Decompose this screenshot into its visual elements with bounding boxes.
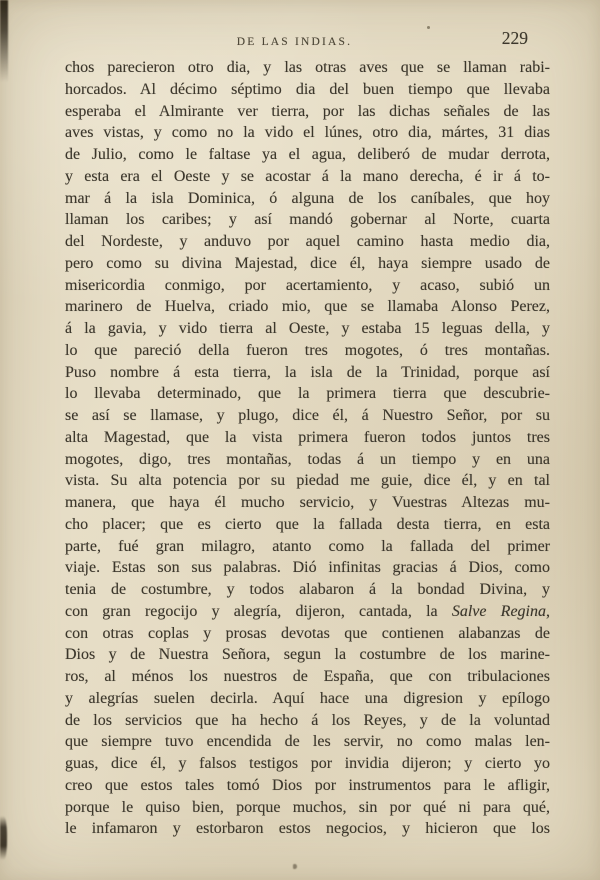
text-line: esperaba el Almirante ver tierra, por las dichas señales de las	[65, 102, 550, 120]
text-line: guas, dice él, y falsos testigos por invidia dijeron; y cierto yo	[65, 755, 550, 772]
text-line: marinero de Huelva, criado mio, que se llamaba Alonso Perez,	[65, 298, 550, 316]
text-line: aves vistas, y como no la vido el lúnes, otro dia, mártes, 31 dias	[65, 124, 550, 142]
text-line: de los servicios que ha hecho á los Reyes, y de la voluntad	[65, 711, 550, 729]
text-line: y alegrías suelen decirla. Aquí hace una digresion y epílogo	[65, 689, 550, 707]
text-line: chos parecieron otro dia, y las otras aves que se llaman rabi-	[65, 59, 550, 76]
body-text-block	[65, 57, 550, 840]
text-line: ros, al ménos los nuestros de España, que con tribulaciones	[65, 668, 550, 685]
text-line: tenia de costumbre, y todos alabaron á la bondad Divina, y	[65, 581, 550, 598]
page-number: 229	[501, 28, 528, 48]
text-line: con otras coplas y prosas devotas que contienen alabanzas de	[65, 624, 550, 642]
text-line: cho placer; que es cierto que la fallada desta tierra, en esta	[65, 515, 550, 533]
text-line: manera, que haya él mucho servicio, y Vuestras Altezas mu-	[65, 494, 550, 511]
running-head-title: DE LAS INDIAS.	[236, 36, 353, 48]
text-line: á la gavia, y vido tierra al Oeste, y estaba 15 leguas della, y	[65, 320, 550, 337]
text-line: pero como su divina Majestad, dice él, haya siempre usado de	[65, 254, 550, 272]
scan-shadow-bottom-left	[0, 816, 7, 860]
text-line: alta Magestad, que la vista primera fueron todos juntos tres	[65, 428, 550, 446]
text-line: de Julio, como le faltase ya el agua, deliberó de mudar derrota,	[65, 146, 550, 163]
text-line: porque le quiso bien, porque muchos, sin por qué ni para qué,	[65, 798, 550, 816]
text-line: llaman los caribes; y así mandó gobernar al Norte, cuarta	[65, 211, 550, 229]
text-line: parte, fué gran milagro, atanto como la fallada del primer	[65, 537, 550, 555]
text-line: se así se llamase, y plugo, dice él, á Nuestro Señor, por su	[65, 407, 550, 424]
text-line: vista. Su alta potencia por su piedad me guie, dice él, y en tal	[65, 472, 550, 490]
page-header	[65, 28, 550, 54]
text-line: que siempre tuvo encendida de les servir, no como malas len-	[65, 733, 550, 751]
text-line: creo que estos tales tomó Dios por instrumentos para le afligir,	[65, 776, 550, 794]
text-line: lo llevaba determinado, que la primera tierra que descubrie-	[65, 385, 550, 403]
text-line: mar á la isla Dominica, ó alguna de los caníbales, que hoy	[65, 189, 550, 207]
text-line: Puso nombre á esta tierra, la isla de la Trinidad, porque así	[65, 363, 550, 381]
text-line: con gran regocijo y alegría, dijeron, cantada, la Salve Regina,	[65, 602, 550, 620]
text-line: horcados. Al décimo séptimo dia del buen tiempo que llevaba	[65, 80, 550, 98]
text-line: Dios y de Nuestra Señora, segun la costumbre de los marine-	[65, 646, 550, 664]
text-line: del Nordeste, y anduvo por aquel camino hasta medio dia,	[65, 233, 550, 250]
text-line: misericordia conmigo, por acertamiento, y acaso, subió un	[65, 276, 550, 294]
text-line: le infamaron y estorbaron estos negocios, y hicieron que los	[65, 820, 550, 838]
text-line: lo que pareció della fueron tres mogotes, ó tres montañas.	[65, 341, 550, 359]
text-line: mogotes, digo, tres montañas, todas á un tiempo y en una	[65, 450, 550, 468]
ink-speck-bottom	[293, 864, 297, 869]
text-line: y esta era el Oeste y se acostar á la mano derecha, é ir á to-	[65, 167, 550, 185]
text-line: viaje. Estas son sus palabras. Dió infinitas gracias á Dios, como	[65, 559, 550, 577]
scan-shadow-top-left	[0, 0, 8, 82]
